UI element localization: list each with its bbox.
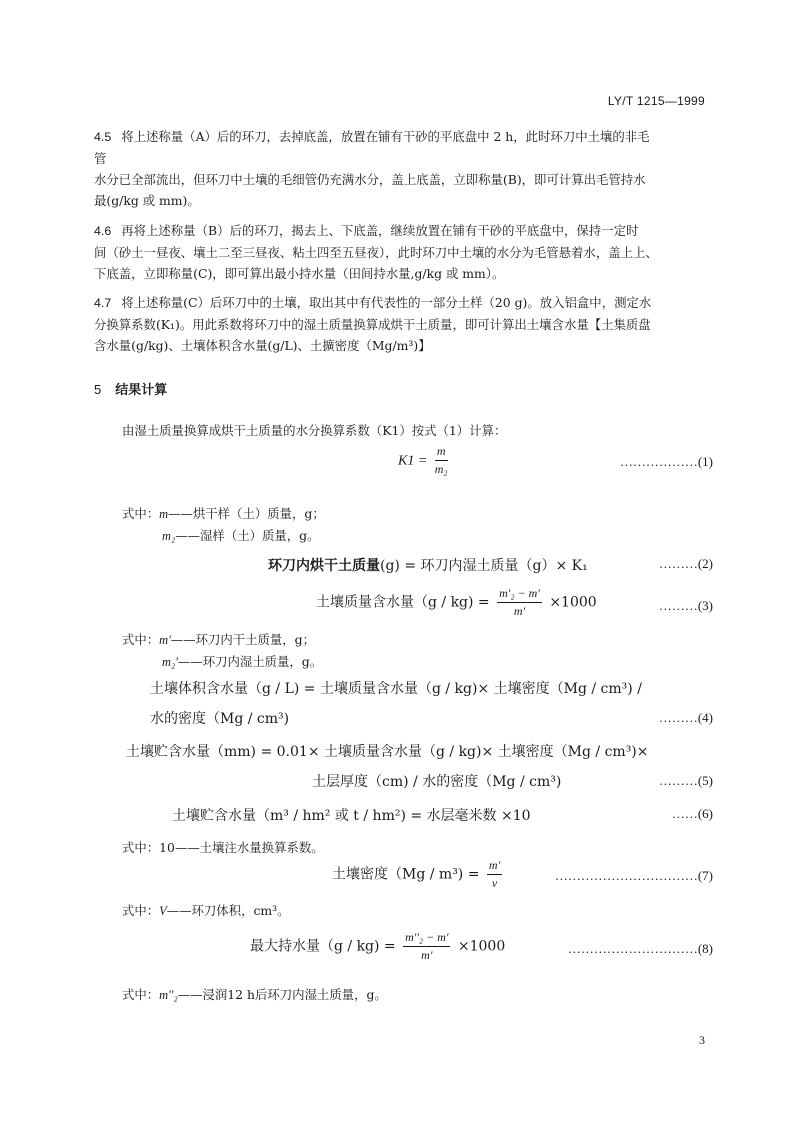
- eq8-denominator: m': [421, 948, 433, 962]
- eq3-number: ………(3): [658, 598, 713, 613]
- eq7-fraction: [487, 858, 502, 891]
- clause-text: 间（砂土一昼夜、壤土二至三昼夜、粘土四至五昼夜），此时环刀中土壤的水分为毛管悬着水，盖上上、: [94, 245, 658, 260]
- clause-text: 将上述称量（A）后的环刀，去掉底盖，放置在铺有干砂的平底盘中 2 h，此时环刀中土壤的非毛: [121, 129, 650, 144]
- intro-text: 由湿土质量换算成烘干土质量的水分换算系数（K1）按式（1）计算：: [122, 423, 507, 438]
- clause-4-6: [94, 220, 704, 284]
- standard-number: LY/T 1215—1999: [607, 94, 705, 108]
- eq8-rhs: ×1000: [457, 938, 506, 955]
- page-number: 3: [699, 1033, 705, 1047]
- clause-text: 分换算系数(K₁)。用此系数将环刀中的湿土质量换算成烘干土质量，即可计算出土壤含水量【土集质盘: [94, 317, 651, 332]
- equation-5-line-2: 土层厚度（cm) / 水的密度（Mg / cm³): [312, 774, 562, 790]
- clause-number: 4.7: [94, 296, 112, 310]
- eq1-fraction: [435, 444, 448, 477]
- where-block-2: 式中：m'——环刀内干土质量，g；: [122, 632, 316, 647]
- clause-text: 下底盖，立即称量(C)，即可算出最小持水量（田间持水量,g/kg 或 mm）。: [94, 266, 505, 281]
- eq8-numerator: m''₂ − m': [403, 930, 450, 947]
- where-block-1: 式中：m——烘干样（土）质量，g；: [122, 506, 325, 521]
- where-block-4: 式中：V——环刀体积，cm³。: [122, 903, 290, 918]
- where-block-5: 式中：m''₂——浸润12 h后环刀内湿土质量，g。: [122, 987, 387, 1002]
- eq7-number: ……………………………(7): [554, 868, 713, 883]
- where-block-1-line-2: m₂——湿样（土）质量，g。: [162, 528, 320, 543]
- eq6-number: ……(6): [671, 806, 713, 821]
- eq7-lhs: 土壤密度（Mg / m³) =: [332, 866, 480, 883]
- equation-8: [250, 930, 505, 963]
- clause-text: 管: [94, 151, 107, 166]
- section-number: 5: [94, 382, 102, 397]
- clause-text: 水分已全部流出，但环刀中土壤的毛细管仍充满水分，盖上底盖，立即称量(B)，即可计算出毛管持水: [94, 172, 646, 187]
- eq3-lhs: 土壤质量含水量（g / kg) =: [316, 594, 490, 611]
- eq2-bold-label: 环刀内烘干土质量: [268, 557, 380, 573]
- clause-text: 最(g/kg 或 mm)。: [94, 193, 200, 208]
- clause-text: 再将上述称量（B）后的环刀，揭去上、下底盖，继续放置在铺有干砂的平底盘中，保持一定时: [121, 223, 639, 238]
- equation-3: [316, 586, 597, 619]
- equation-1: [398, 444, 451, 477]
- eq2-number: ………(2): [658, 556, 713, 571]
- eq8-number: …………………………(8): [567, 941, 713, 956]
- clause-4-7: [94, 292, 704, 356]
- eq7-denominator: v: [491, 876, 498, 890]
- eq2-rest: (g) = 环刀内湿土质量（g）× K₁: [380, 558, 588, 574]
- clause-4-5: [94, 126, 704, 211]
- equation-4-line-1: 土壤体积含水量（g / L) = 土壤质量含水量（g / kg)× 土壤密度（Mg / cm³) /: [150, 681, 642, 697]
- clause-text: 将上述称量(C）后环刀中的土壤，取出其中有代表性的一部分土样（20 g)。放入铝盒中，测定水: [121, 295, 652, 310]
- eq1-number: ………………(1): [619, 454, 713, 469]
- equation-5-line-1: 土壤贮含水量（mm) = 0.01× 土壤质量含水量（g / kg)× 土壤密度（Mg / cm³)×: [126, 744, 649, 760]
- eq4-number: ………(4): [658, 710, 713, 725]
- equation-4-line-2: 水的密度（Mg / cm³): [150, 711, 290, 727]
- section-heading: [94, 379, 167, 398]
- clause-text: 含水量(g/kg)、土壤体积含水量(g/L)、土擴密度（Mg/m³)】: [94, 338, 431, 353]
- section-title: 结果计算: [115, 382, 168, 397]
- eq1-denominator: m₂: [434, 462, 448, 476]
- eq3-fraction: [497, 586, 542, 619]
- eq1-numerator: m: [435, 444, 448, 461]
- eq5-number: ………(5): [658, 773, 713, 788]
- eq3-numerator: m'₂ − m': [497, 586, 542, 603]
- eq7-numerator: m': [487, 858, 502, 875]
- where-block-3: 式中：10——土壤注水量换算系数。: [122, 840, 324, 855]
- eq8-lhs: 最大持水量（g / kg) =: [250, 938, 396, 955]
- eq3-rhs: ×1000: [549, 594, 597, 611]
- eq8-fraction: [403, 930, 450, 963]
- where-block-2-line-2: m₂'——环刀内湿土质量，g。: [162, 654, 323, 669]
- equation-2: [268, 555, 588, 575]
- clause-number: 4.6: [94, 224, 112, 238]
- equation-6: 土壤贮含水量（m³ / hm² 或 t / hm²) = 水层毫米数 ×10: [172, 808, 531, 824]
- eq3-denominator: m': [513, 604, 526, 618]
- eq1-lhs: K1 =: [398, 453, 428, 469]
- equation-7: [332, 858, 505, 891]
- clause-number: 4.5: [94, 130, 112, 144]
